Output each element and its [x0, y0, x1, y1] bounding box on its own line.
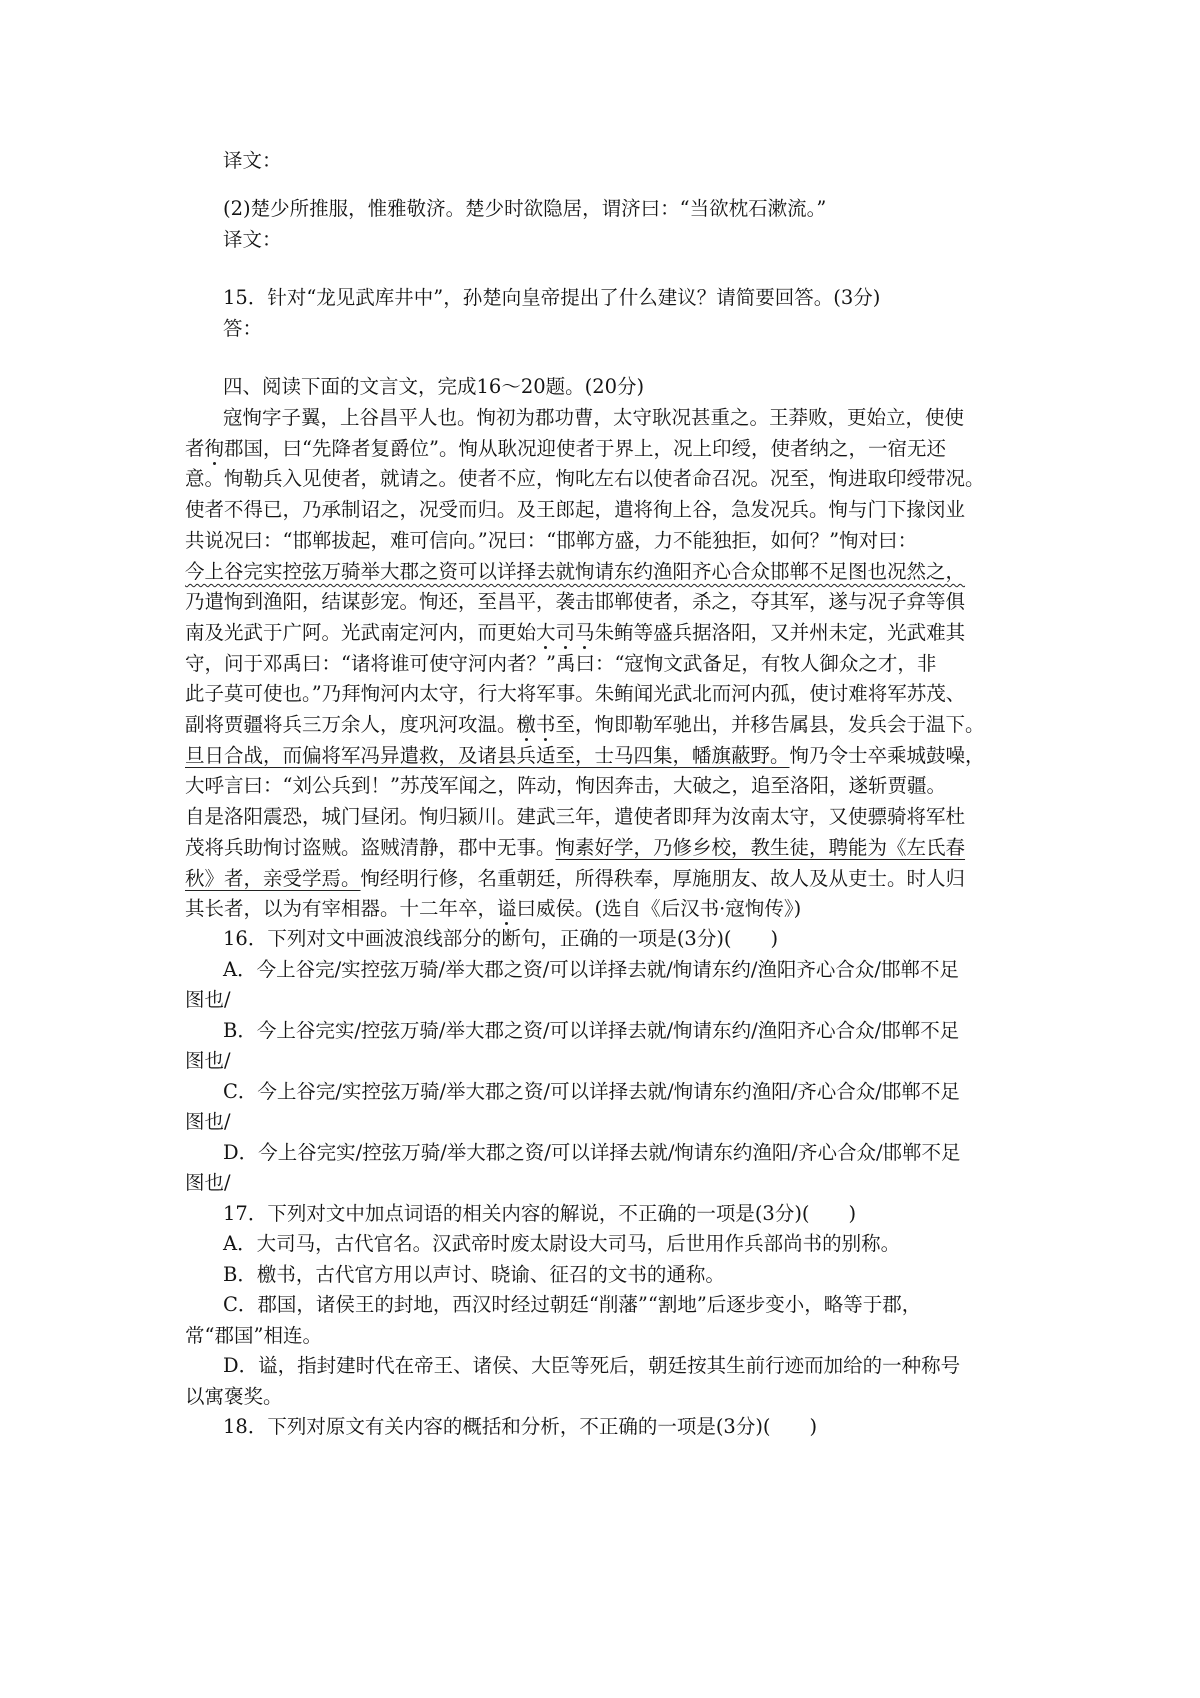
- q16-option-b: B．今上谷完实/控弦万骑/举大郡之资/可以详择去就/恂请东约/渔阳齐心合众/邯郸不足: [223, 1019, 960, 1042]
- q17-option-b: B．檄书，古代官方用以声讨、晓谕、征召的文书的通称。: [223, 1263, 725, 1286]
- passage-line: [185, 866, 965, 892]
- wavy-underlined-passage: 今上谷完实控弦万骑举大郡之资可以详择去就恂请东约渔阳齐心合众邯郸不足图也况然之，: [185, 560, 966, 583]
- q17-option-c: C．郡国，诸侯王的封地，西汉时经过朝廷“削藩”“割地”后逐步变小，略等于郡，: [223, 1293, 922, 1316]
- q17-option-a: A．大司马，古代官名。汉武帝时废太尉设大司马，后世用作兵部尚书的别称。: [223, 1232, 901, 1255]
- q14-translation-label-2: 译文：: [223, 228, 282, 251]
- q16-option-b-cont: 图也/: [185, 1049, 231, 1072]
- underlined-passage: 旦日合战，而偏将军冯异遣救，及诸县兵适至，士马四集，幡旗蔽野。: [185, 744, 790, 767]
- passage-text: 至，恂即勒军驰出，并移告属县，发兵会于温下。: [555, 713, 985, 736]
- passage-text: 使者不得已，乃承制诏之，况受而归。及王郎起，遣将徇上谷，急发况兵。恂与门下掾闵业: [185, 498, 966, 521]
- passage-text: 朱鲔等盛兵据洛阳，又并州未定，光武难其: [594, 621, 966, 644]
- q17-option-d: D．谥，指封建时代在帝王、诸侯、大臣等死后，朝廷按其生前行迹而加给的一种称号: [223, 1354, 961, 1377]
- q14-translation-label-1: 译文：: [223, 149, 282, 172]
- q16-option-d: D．今上谷完实/控弦万骑/举大郡之资/可以详择去就/恂请东约渔阳/齐心合众/邯郸不足: [223, 1141, 961, 1164]
- passage-text: 南及光武于广阿。光武南定河内，而更始: [185, 621, 537, 644]
- passage-line: [185, 743, 985, 769]
- dotted-term: 司: [555, 621, 576, 644]
- passage-line: [223, 405, 964, 431]
- dotted-term: 大: [536, 621, 556, 644]
- passage-text: 茂将兵助恂讨盗贼。盗贼清静，郡中无事。: [185, 836, 556, 859]
- underlined-passage: 秋》者，亲受学焉。: [185, 867, 361, 890]
- passage-line: [185, 896, 801, 922]
- dotted-term: 徇: [204, 437, 225, 460]
- dotted-term: 马: [575, 621, 595, 644]
- q16-option-d-cont: 图也/: [185, 1171, 231, 1194]
- underlined-passage: 恂素好学，乃修乡校，教生徒，聘能为《左氏春: [555, 836, 966, 859]
- passage-text: 此子莫可使也。”乃拜恂河内太守，行大将军事。朱鲔闻光武北而河内孤，使讨难将军苏茂、: [185, 682, 966, 705]
- q15-answer-label: 答：: [223, 317, 263, 340]
- q16-option-c-cont: 图也/: [185, 1110, 231, 1133]
- passage-text: 其长者，以为有宰相器。十二年卒，: [185, 897, 498, 920]
- q16-option-c: C．今上谷完/实控弦万骑/举大郡之资/可以详择去就/恂请东约渔阳/齐心合众/邯郸不足: [223, 1080, 960, 1103]
- passage-text: 曰威侯。(选自《后汉书·寇恂传》): [516, 897, 802, 920]
- section4-heading: 四、阅读下面的文言文，完成16～20题。(20分): [223, 375, 645, 398]
- passage-text: 恂乃令士卒乘城鼓噪，: [789, 744, 985, 767]
- passage-text: 郡国，曰“先降者复爵位”。恂从耿况迎使者于界上，况上印绶，使者纳之，一宿无还: [224, 437, 946, 460]
- q16-option-a: A．今上谷完/实控弦万骑/举大郡之资/可以详择去就/恂请东约/渔阳齐心合众/邯郸不足: [223, 958, 960, 981]
- passage-line: [185, 528, 917, 554]
- passage-text: 大呼言曰：“刘公兵到！”苏茂军闻之，阵动，恂因奔击，大破之，追至洛阳，遂斩贾疆。: [185, 774, 946, 797]
- dotted-term: 谥: [497, 897, 517, 920]
- passage-text: 守，问于邓禹曰：“诸将谁可使守河内者？”禹曰：“寇恂文武备足，有牧人御众之才，非: [185, 652, 937, 675]
- q15-question: 15．针对“龙见武库井中”，孙楚向皇帝提出了什么建议？请简要回答。(3分): [223, 286, 881, 309]
- passage-text: 共说况曰：“邯郸拔起，难可信向。”况曰：“邯郸方盛，力不能独拒，如何？”恂对曰：: [185, 529, 918, 552]
- passage-line: [185, 466, 985, 492]
- q16-stem: 16．下列对文中画波浪线部分的断句，正确的一项是(3分)( ): [223, 927, 779, 950]
- passage-line: [185, 436, 946, 462]
- passage-text: 者: [185, 437, 205, 460]
- passage-line: [185, 681, 965, 707]
- passage-text: 恂经明行修，名重朝廷，所得秩奉，厚施朋友、故人及从吏士。时人归: [360, 867, 966, 890]
- passage-line: [185, 589, 965, 615]
- passage-text: 副将贾疆将兵三万余人，度巩河攻温。: [185, 713, 517, 736]
- q17-option-c-cont: 常“郡国”相连。: [185, 1324, 322, 1347]
- passage-line: [185, 804, 965, 830]
- q14-item-2: (2)楚少所推服，惟雅敬济。楚少时欲隐居，谓济曰：“当欲枕石漱流。”: [223, 197, 827, 220]
- passage-text: 自是洛阳震恐，城门昼闭。恂归颍川。建武三年，遣使者即拜为汝南太守，又使骠骑将军杜: [185, 805, 966, 828]
- passage-line: [185, 497, 965, 523]
- passage-text: 意。恂勒兵入见使者，就请之。使者不应，恂叱左右以使者命召况。况至，恂进取印绶带况。: [185, 467, 985, 490]
- passage-line: [185, 773, 946, 799]
- dotted-term: 檄: [516, 713, 537, 736]
- q18-stem: 18．下列对原文有关内容的概括和分析，不正确的一项是(3分)( ): [223, 1415, 818, 1438]
- passage-line: [185, 651, 936, 677]
- passage-line: [185, 835, 965, 861]
- q17-stem: 17．下列对文中加点词语的相关内容的解说，不正确的一项是(3分)( ): [223, 1202, 857, 1225]
- q17-option-d-cont: 以寓褒奖。: [185, 1385, 283, 1408]
- passage-line: [185, 620, 965, 646]
- q16-option-a-cont: 图也/: [185, 988, 231, 1011]
- passage-line: [185, 712, 985, 738]
- dotted-term: 书: [536, 713, 556, 736]
- passage-text: 乃遣恂到渔阳，结谋彭宠。恂还，至昌平，袭击邯郸使者，杀之，夺其军，遂与况子弇等俱: [185, 590, 966, 613]
- passage-text: 寇恂字子翼，上谷昌平人也。恂初为郡功曹，太守耿况甚重之。王莽败，更始立，使使: [223, 406, 965, 429]
- passage-line: [185, 559, 965, 585]
